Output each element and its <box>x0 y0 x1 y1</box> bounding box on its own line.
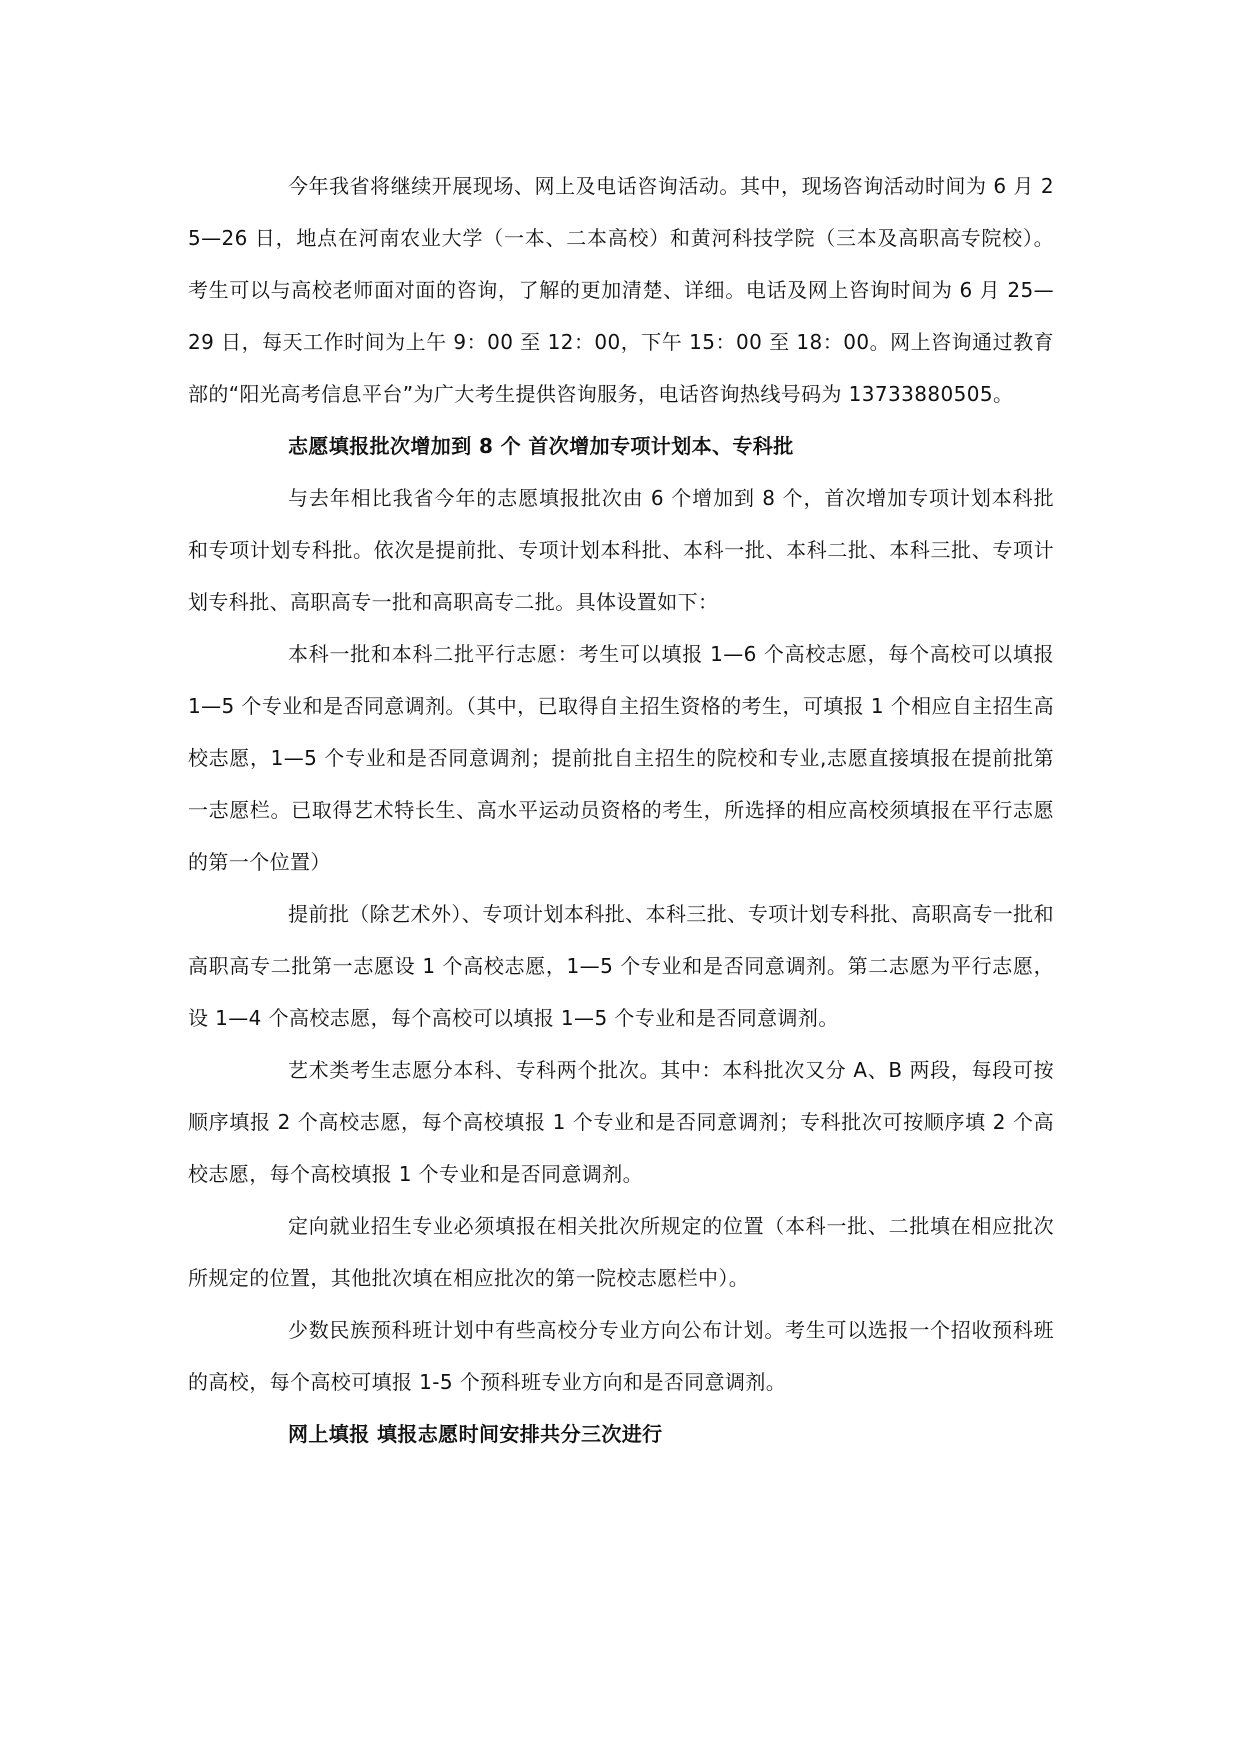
paragraph-consultation: 今年我省将继续开展现场、网上及电话咨询活动。其中，现场咨询活动时间为 6 月 25—26 日，地点在河南农业大学（一本、二本高校）和黄河科技学院（三本及高职高专院校）。考生可以与高校老师面对面的咨询，了解的更加清楚、详细。电话及网上咨询时间为 6 月 25—29 日，每天工作时间为上午 9：00 至 12：00，下午 15：00 至 18：00。网上咨询通过教育部的“阳光高考信息平台”为广大考生提供咨询服务，电话咨询热线号码为 13733880505。 <box>188 174 1054 406</box>
section-heading-batches: 志愿填报批次增加到 8 个 首次增加专项计划本、专科批 <box>288 434 794 458</box>
paragraph-directed-employment: 定向就业招生专业必须填报在相关批次所规定的位置（本科一批、二批填在相应批次所规定的位置，其他批次填在相应批次的第一院校志愿栏中）。 <box>188 1214 1054 1290</box>
paragraph-parallel-volunteer: 本科一批和本科二批平行志愿：考生可以填报 1—6 个高校志愿，每个高校可以填报 1—5 个专业和是否同意调剂。（其中，已取得自主招生资格的考生，可填报 1 个相应自主招生高校志愿，1—5 个专业和是否同意调剂；提前批自主招生的院校和专业,志愿直接填报在提前批第一志愿栏。已取得艺术特长生、高水平运动员资格的考生，所选择的相应高校须填报在平行志愿的第一个位置） <box>188 642 1054 874</box>
paragraph-batch-overview: 与去年相比我省今年的志愿填报批次由 6 个增加到 8 个，首次增加专项计划本科批和专项计划专科批。依次是提前批、专项计划本科批、本科一批、本科二批、本科三批、专项计划专科批、高职高专一批和高职高专二批。具体设置如下： <box>188 486 1054 614</box>
paragraph-preparatory-class: 少数民族预科班计划中有些高校分专业方向公布计划。考生可以选报一个招收预科班的高校，每个高校可填报 1-5 个预科班专业方向和是否同意调剂。 <box>188 1318 1054 1394</box>
section-heading-online-filing: 网上填报 填报志愿时间安排共分三次进行 <box>288 1422 663 1446</box>
paragraph-art-students: 艺术类考生志愿分本科、专科两个批次。其中：本科批次又分 A、B 两段，每段可按顺序填报 2 个高校志愿，每个高校填报 1 个专业和是否同意调剂；专科批次可按顺序填 2 个高校志愿，每个高校填报 1 个专业和是否同意调剂。 <box>188 1058 1054 1186</box>
paragraph-early-batch: 提前批（除艺术外）、专项计划本科批、本科三批、专项计划专科批、高职高专一批和高职高专二批第一志愿设 1 个高校志愿，1—5 个专业和是否同意调剂。第二志愿为平行志愿，设 1—4 个高校志愿，每个高校可以填报 1—5 个专业和是否同意调剂。 <box>188 902 1054 1030</box>
document-body <box>188 160 1054 1460</box>
